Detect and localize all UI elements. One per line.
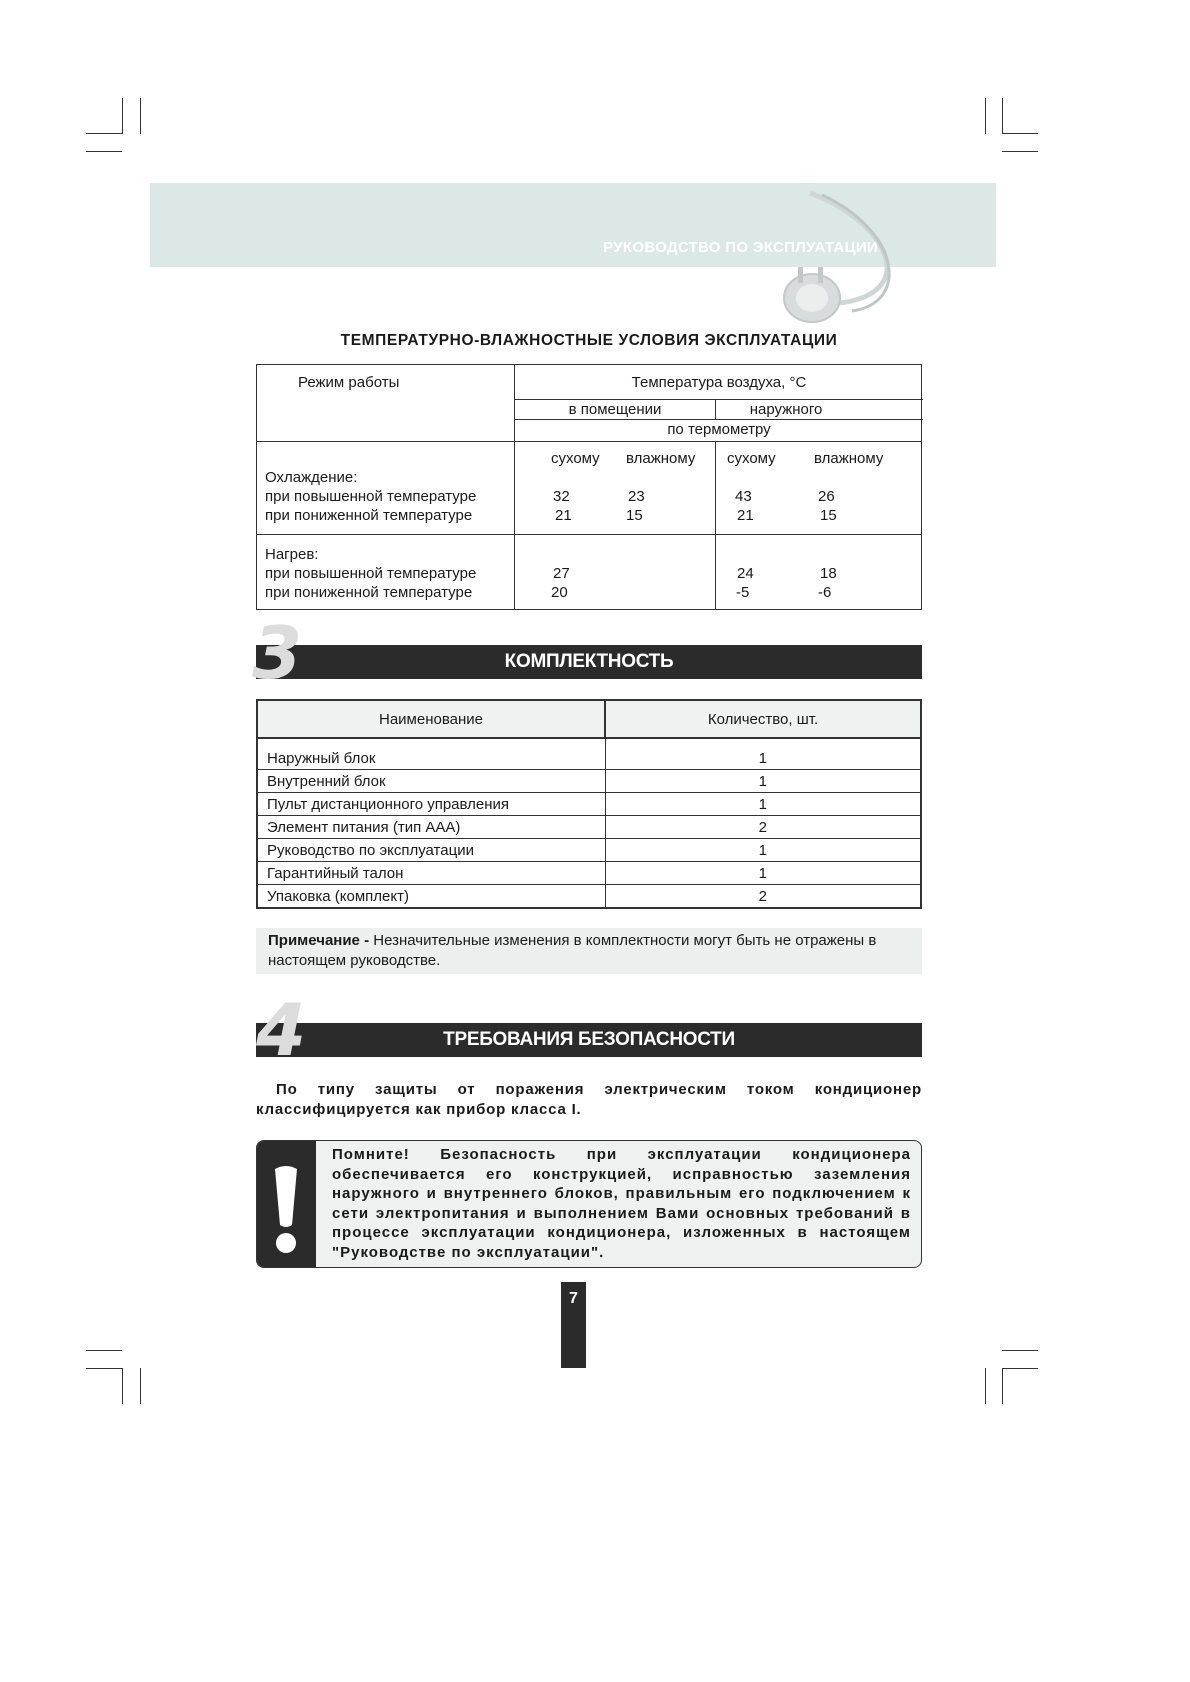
crop-mark bbox=[140, 1368, 141, 1404]
item-name: Упаковка (комплект) bbox=[257, 885, 605, 909]
crop-mark bbox=[86, 133, 122, 134]
value-cell: 26 bbox=[818, 488, 835, 505]
section-3-bar bbox=[256, 645, 922, 679]
section-3-title: КОМПЛЕКТНОСТЬ bbox=[504, 651, 674, 672]
exclamation-icon bbox=[257, 1141, 316, 1267]
section-4-number: 4 bbox=[256, 988, 307, 1072]
value-cell: 15 bbox=[820, 507, 837, 524]
item-name: Пульт дистанционного управления bbox=[257, 793, 605, 816]
value-cell: 21 bbox=[737, 507, 754, 524]
item-name: Руководство по эксплуатации bbox=[257, 839, 605, 862]
value-cell: -6 bbox=[818, 584, 832, 601]
indoor-header: в помещении bbox=[568, 401, 662, 418]
warning-sidebar bbox=[257, 1141, 316, 1267]
dry-header: сухому bbox=[727, 450, 776, 467]
col-name-header: Наименование bbox=[257, 700, 605, 738]
table-row bbox=[257, 839, 921, 862]
value-cell: 20 bbox=[551, 584, 568, 601]
cooling-low-label: при пониженной температуре bbox=[265, 507, 473, 524]
item-qty: 1 bbox=[605, 770, 921, 793]
value-cell: 27 bbox=[553, 565, 570, 582]
note-text: Незначительные изменения в комплектности могут быть не отражены в настоящем руководстве. bbox=[268, 932, 877, 969]
dry-header: сухому bbox=[551, 450, 600, 467]
col-qty-header: Количество, шт. bbox=[605, 700, 921, 738]
table-row bbox=[257, 816, 921, 839]
item-name: Элемент питания (тип ААА) bbox=[257, 816, 605, 839]
table-row bbox=[257, 793, 921, 816]
value-cell: 43 bbox=[735, 488, 752, 505]
note-box bbox=[256, 928, 922, 974]
item-name: Наружный блок bbox=[257, 747, 605, 770]
crop-mark bbox=[86, 1350, 122, 1351]
page-number: 7 bbox=[561, 1282, 586, 1368]
item-qty: 1 bbox=[605, 747, 921, 770]
crop-mark bbox=[1002, 1368, 1003, 1404]
item-qty: 2 bbox=[605, 885, 921, 909]
warning-text: Помните! Безопасность при эксплуатации кондиционера обеспечивается его конструкцией, исправностью заземления наружного и внутреннего блоков, правильным его подключением к сети электропитания и выполнением Вами основных требований в процессе эксплуатации кондиционера, изложенных в настоящем "Руководстве по эксплуатации". bbox=[332, 1146, 911, 1261]
safety-paragraph bbox=[256, 1080, 922, 1120]
crop-mark bbox=[122, 1368, 123, 1404]
mode-header: Режим работы bbox=[298, 374, 400, 391]
item-name: Внутренний блок bbox=[257, 770, 605, 793]
table-row bbox=[257, 885, 921, 909]
value-cell: 18 bbox=[820, 565, 837, 582]
crop-mark bbox=[86, 1368, 122, 1369]
thermometer-header: по термометру bbox=[667, 421, 771, 438]
note-label: Примечание - bbox=[268, 932, 370, 949]
section-4-title: ТРЕБОВАНИЯ БЕЗОПАСНОСТИ bbox=[443, 1029, 735, 1050]
crop-mark bbox=[1002, 1350, 1038, 1351]
crop-mark bbox=[1002, 151, 1038, 152]
cooling-high-label: при повышенной температуре bbox=[265, 488, 477, 505]
header-title: РУКОВОДСТВО ПО ЭКСПЛУАТАЦИИ bbox=[603, 239, 878, 256]
table-row bbox=[257, 862, 921, 885]
item-qty: 1 bbox=[605, 862, 921, 885]
value-cell: -5 bbox=[736, 584, 750, 601]
temp-header: Температура воздуха, °С bbox=[631, 374, 807, 391]
warning-box bbox=[256, 1140, 922, 1268]
wet-header: влажному bbox=[814, 450, 884, 467]
crop-mark bbox=[1002, 1368, 1038, 1369]
conditions-table bbox=[256, 364, 922, 610]
section-3-number: 3 bbox=[252, 611, 303, 695]
value-cell: 23 bbox=[628, 488, 645, 505]
section-4-bar bbox=[256, 1023, 922, 1057]
heating-high-label: при повышенной температуре bbox=[265, 565, 477, 582]
crop-mark bbox=[140, 98, 141, 134]
value-cell: 21 bbox=[555, 507, 572, 524]
crop-mark bbox=[122, 98, 123, 134]
table-row bbox=[257, 770, 921, 793]
value-cell: 15 bbox=[626, 507, 643, 524]
heating-label: Нагрев: bbox=[265, 546, 319, 563]
crop-mark bbox=[1002, 98, 1003, 134]
wet-header: влажному bbox=[626, 450, 696, 467]
value-cell: 24 bbox=[737, 565, 754, 582]
contents-table bbox=[256, 699, 922, 909]
crop-mark bbox=[86, 151, 122, 152]
item-qty: 2 bbox=[605, 816, 921, 839]
outdoor-header: наружного bbox=[749, 401, 823, 418]
crop-mark bbox=[985, 1368, 986, 1404]
item-name: Гарантийный талон bbox=[257, 862, 605, 885]
heating-low-label: при пониженной температуре bbox=[265, 584, 473, 601]
item-qty: 1 bbox=[605, 793, 921, 816]
crop-mark bbox=[1002, 133, 1038, 134]
table-row bbox=[257, 747, 921, 770]
crop-mark bbox=[985, 98, 986, 134]
item-qty: 1 bbox=[605, 839, 921, 862]
conditions-title: ТЕМПЕРАТУРНО-ВЛАЖНОСТНЫЕ УСЛОВИЯ ЭКСПЛУАТАЦИИ bbox=[340, 332, 838, 349]
safety-paragraph-text: По типу защиты от поражения электрическим током кондиционер классифицируется как прибор класса I. bbox=[256, 1081, 922, 1118]
cooling-label: Охлаждение: bbox=[265, 469, 358, 486]
value-cell: 32 bbox=[553, 488, 570, 505]
